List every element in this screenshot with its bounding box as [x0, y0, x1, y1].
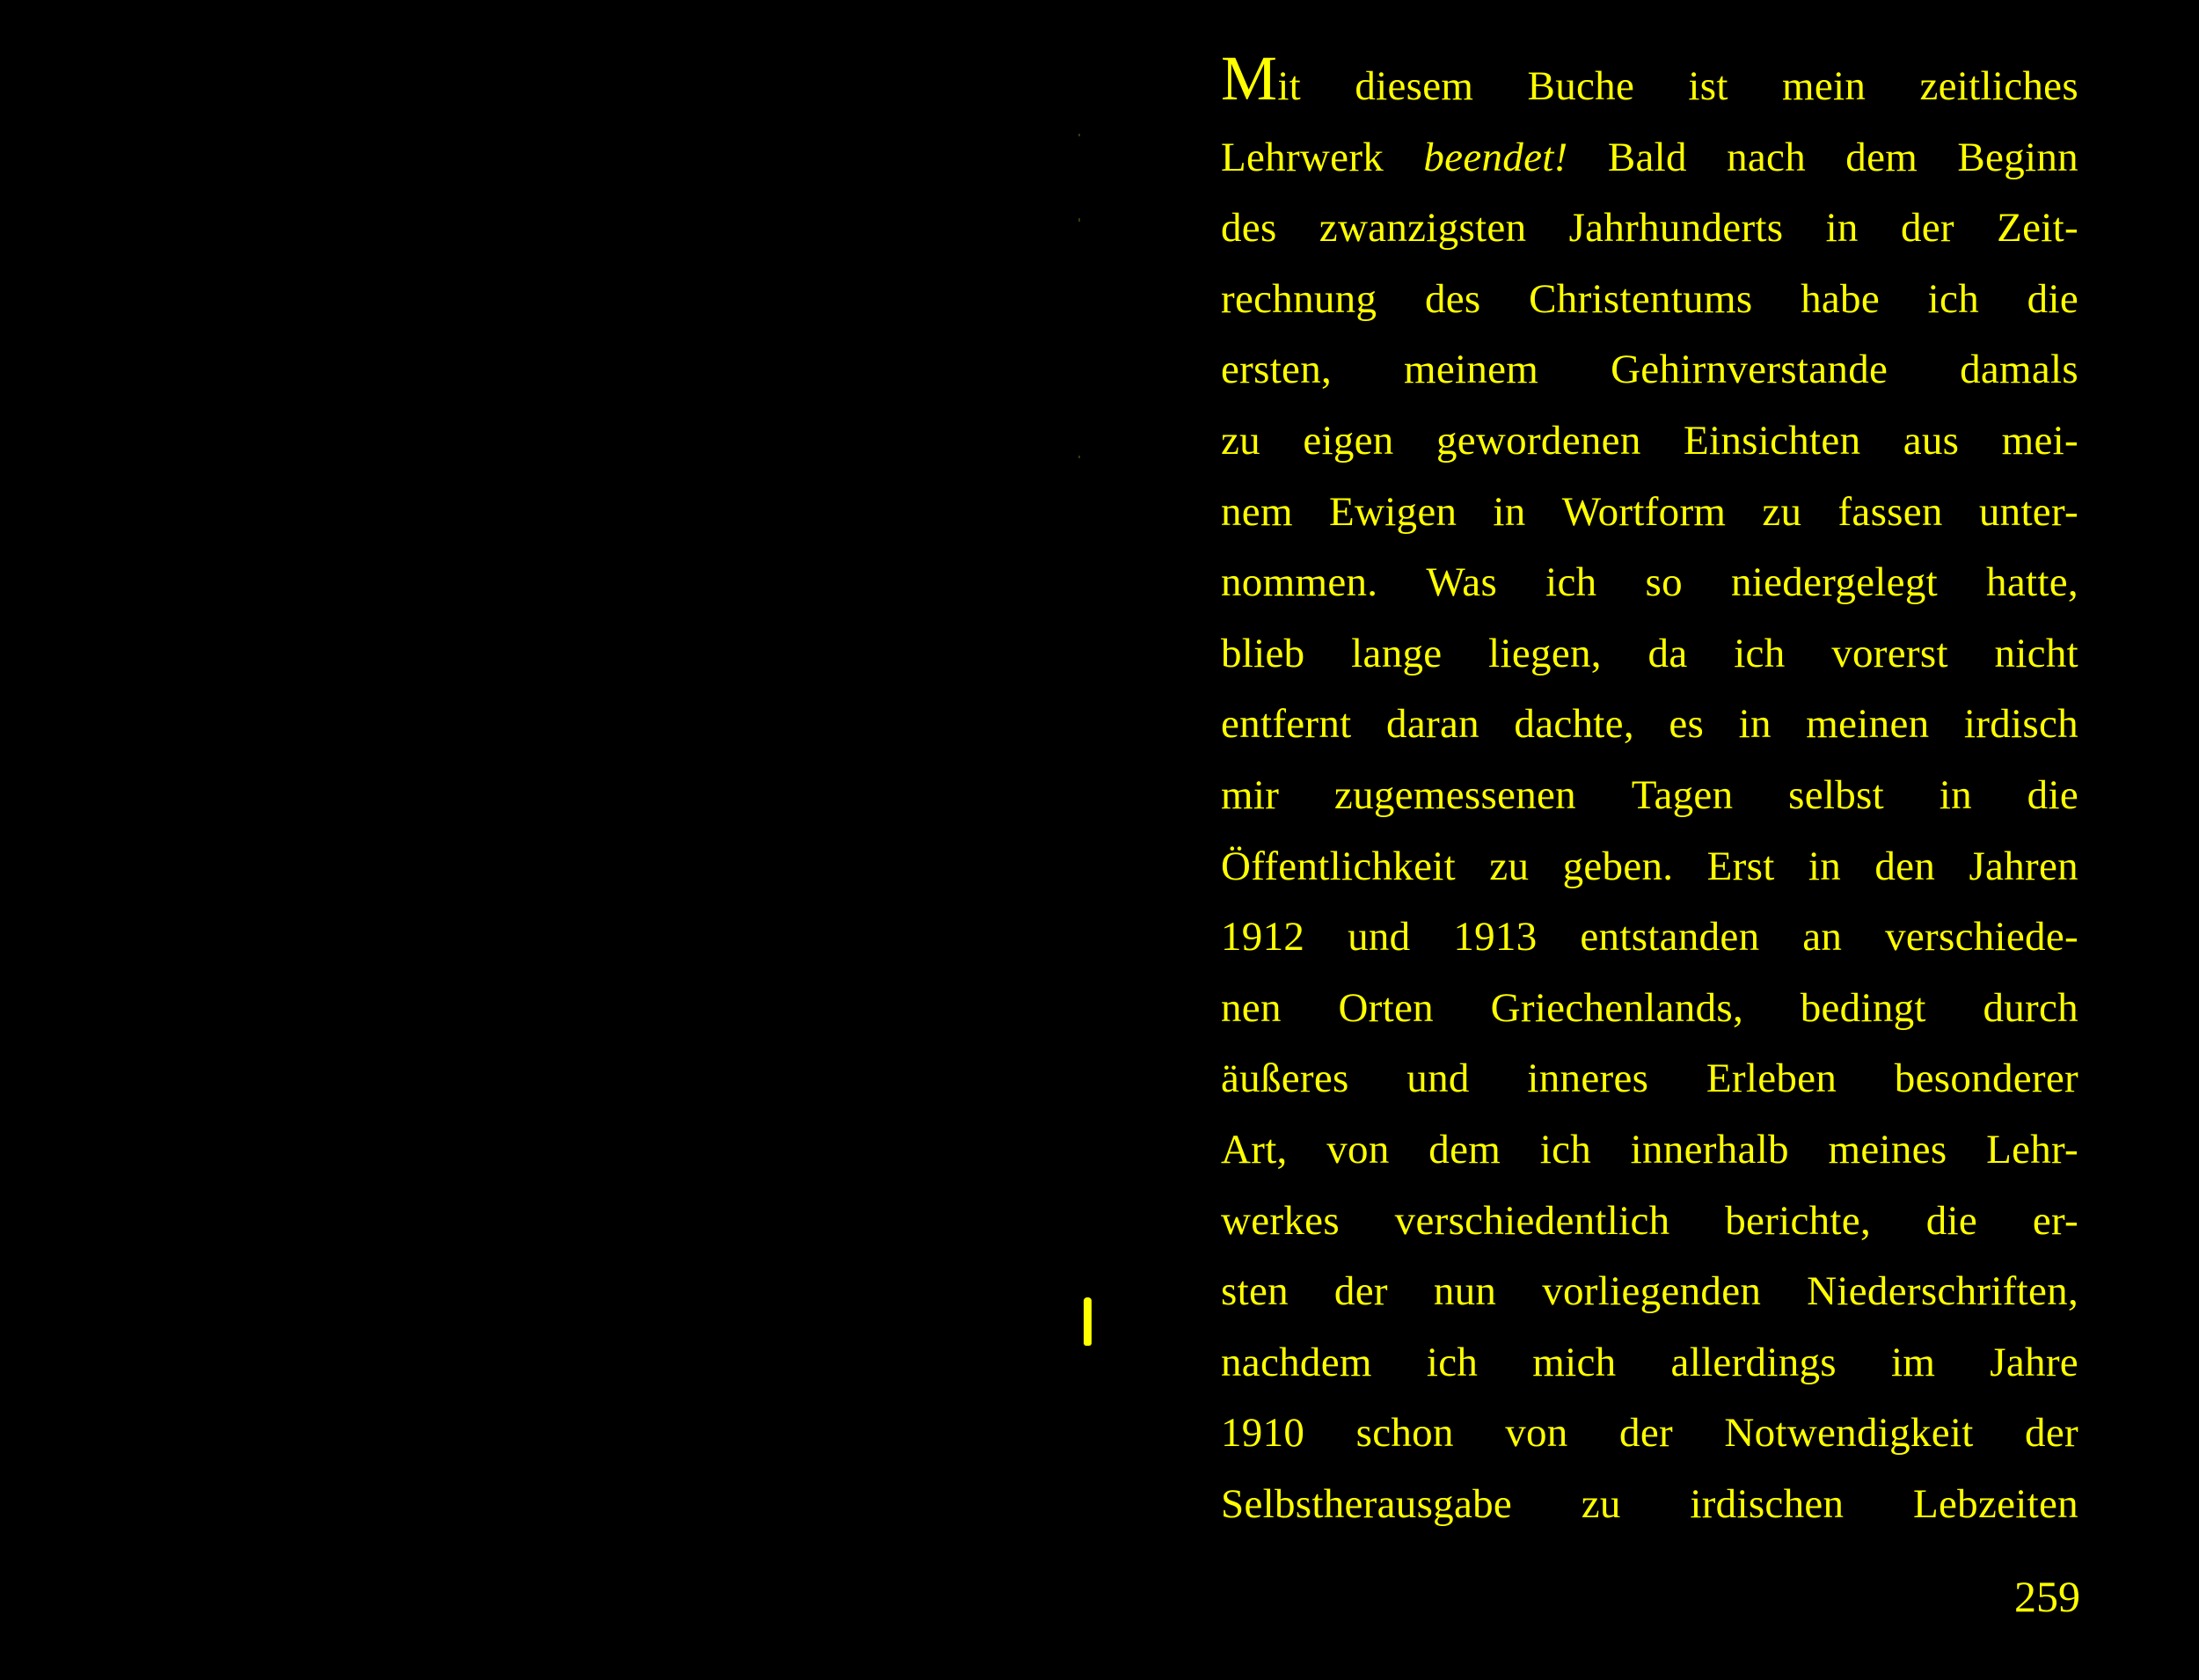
text-word: zwanzigsten [1319, 205, 1527, 252]
text-word: meines [1828, 1126, 1947, 1172]
text-line [1221, 43, 2078, 122]
text-word: dachte, [1514, 701, 1634, 748]
text-word: unter- [1978, 488, 2078, 535]
text-word: da [1647, 630, 1688, 676]
text-word: geben. [1562, 843, 1674, 889]
text-word: selbst [1788, 771, 1884, 818]
text-word: Bald [1607, 134, 1687, 180]
text-line [1221, 193, 2078, 264]
text-word: nicht [1994, 630, 2078, 676]
text-word: rechnung [1221, 275, 1377, 322]
text-line [1221, 264, 2078, 335]
text-word: Jahren [1969, 843, 2078, 889]
text-line [1221, 618, 2078, 690]
text-word: mei- [2001, 417, 2078, 464]
text-line [1221, 689, 2078, 760]
text-word: Beginn [1957, 134, 2078, 180]
text-word: Wortform [1561, 488, 1727, 535]
text-word: zu [1581, 1480, 1621, 1527]
gutter-speck [1078, 456, 1080, 458]
text-word: zeitliches [1919, 63, 2078, 109]
text-line [1221, 973, 2078, 1044]
text-word: die [2027, 771, 2078, 818]
text-word: zugemessenen [1333, 771, 1576, 818]
text-word: vorliegenden [1542, 1268, 1762, 1315]
text-word: innerhalb [1630, 1126, 1789, 1172]
text-word: so [1645, 559, 1683, 606]
text-word: Niederschriften, [1807, 1268, 2078, 1315]
text-word: eigen [1303, 417, 1394, 464]
text-word: es [1669, 701, 1705, 748]
text-word: diesem [1355, 63, 1474, 109]
text-word: und [1348, 914, 1411, 961]
text-word: Jahre [1990, 1339, 2078, 1385]
text-word: berichte, [1725, 1197, 1871, 1244]
text-word: mich [1532, 1339, 1617, 1385]
gutter-ink-mark [1084, 1297, 1092, 1346]
text-word: 1913 [1453, 914, 1538, 961]
text-word: und [1406, 1055, 1470, 1102]
text-word: in [1825, 205, 1859, 252]
text-line [1221, 1114, 2078, 1186]
text-line [1221, 760, 2078, 831]
text-word: durch [1983, 984, 2078, 1031]
text-word: zu [1489, 843, 1530, 889]
text-word: bedingt [1800, 984, 1926, 1031]
text-word: damals [1960, 347, 2078, 393]
text-line [1221, 831, 2078, 902]
text-word: Tagen [1631, 771, 1734, 818]
text-word: nem [1221, 488, 1293, 535]
text-word: nen [1221, 984, 1282, 1031]
text-word: der [1333, 1268, 1388, 1315]
text-word: er- [2032, 1197, 2078, 1244]
text-word: ist [1688, 63, 1728, 109]
text-line [1221, 1327, 2078, 1399]
text-line [1221, 902, 2078, 973]
text-line [1221, 1469, 2078, 1540]
text-word: in [1738, 701, 1772, 748]
text-word: Notwendigkeit [1724, 1410, 1974, 1457]
text-word: ich [1927, 275, 1979, 322]
text-word: Buche [1527, 63, 1635, 109]
text-word: Art, [1221, 1126, 1288, 1172]
text-word: Öffentlichkeit [1221, 843, 1456, 889]
text-word: 1912 [1221, 914, 1305, 961]
text-line [1221, 1256, 2078, 1327]
page-number: 259 [2014, 1572, 2080, 1621]
text-line [1221, 1043, 2078, 1114]
text-word: gewordenen [1436, 417, 1641, 464]
text-word: nun [1433, 1268, 1497, 1315]
text-word: ich [1734, 630, 1786, 676]
text-word: zu [1762, 488, 1802, 535]
text-word: ich [1539, 1126, 1592, 1172]
text-word: meinen [1806, 701, 1930, 748]
text-word: nommen. [1221, 559, 1378, 606]
text-word: von [1326, 1126, 1390, 1172]
text-word: Ewigen [1328, 488, 1457, 535]
text-word: äußeres [1221, 1055, 1349, 1102]
text-word: in [1808, 843, 1842, 889]
text-word: meinem [1403, 347, 1539, 393]
gutter-speck [1078, 134, 1080, 136]
text-word: Lehr- [1986, 1126, 2078, 1172]
text-word: hatte, [1986, 559, 2078, 606]
text-word: zu [1221, 417, 1260, 464]
text-word: von [1505, 1410, 1568, 1457]
text-line [1221, 122, 2078, 194]
text-word: nach [1727, 134, 1807, 180]
page-body-text [1221, 43, 2078, 1539]
text-word: Erst [1706, 843, 1775, 889]
text-word: Orten [1338, 984, 1434, 1031]
text-word: ersten, [1221, 347, 1333, 393]
text-word: im [1890, 1339, 1936, 1385]
text-word: der [1900, 205, 1954, 252]
text-word: Einsichten [1683, 417, 1861, 464]
text-word: den [1874, 843, 1936, 889]
text-line [1221, 477, 2078, 548]
text-word: entstanden [1580, 914, 1760, 961]
text-word: Was [1426, 559, 1498, 606]
text-word: aus [1903, 417, 1960, 464]
text-word: lange [1351, 630, 1443, 676]
text-word: blieb [1221, 630, 1305, 676]
text-word: liegen, [1488, 630, 1602, 676]
text-word: Lehrwerk [1221, 134, 1384, 180]
text-word: schon [1355, 1410, 1454, 1457]
text-word: irdischen [1690, 1480, 1845, 1527]
text-word: entfernt [1221, 701, 1352, 748]
text-word: habe [1801, 275, 1881, 322]
text-word: in [1493, 488, 1526, 535]
text-word: ich [1426, 1339, 1479, 1385]
text-word: vorerst [1831, 630, 1948, 676]
text-word: 1910 [1221, 1410, 1305, 1457]
text-word: allerdings [1670, 1339, 1837, 1385]
text-line [1221, 1186, 2078, 1257]
text-word: beendet! [1423, 134, 1568, 180]
text-word: werkes [1221, 1197, 1340, 1244]
text-word: Zeit- [1997, 205, 2078, 252]
text-word: des [1221, 205, 1277, 252]
text-word: Selbstherausgabe [1221, 1480, 1513, 1527]
text-word: dem [1845, 134, 1918, 180]
text-word: der [1619, 1410, 1673, 1457]
text-word: des [1424, 275, 1481, 322]
text-word: der [2025, 1410, 2078, 1457]
text-word: in [1939, 771, 1972, 818]
text-word: nachdem [1221, 1339, 1372, 1385]
text-word: niedergelegt [1730, 559, 1938, 606]
text-word: Lebzeiten [1913, 1480, 2078, 1527]
text-line [1221, 405, 2078, 477]
text-word: die [1925, 1197, 1978, 1244]
text-word [1221, 43, 1302, 122]
text-word: dem [1428, 1126, 1501, 1172]
text-word: besonderer [1894, 1055, 2078, 1102]
text-word: verschiedentlich [1394, 1197, 1670, 1244]
text-word: Gehirnverstande [1611, 347, 1889, 393]
text-word-rest: it [1277, 63, 1302, 109]
text-word: inneres [1527, 1055, 1649, 1102]
text-word: daran [1386, 701, 1479, 748]
text-line [1221, 1398, 2078, 1469]
text-word: Griechenlands, [1490, 984, 1744, 1031]
text-word: mein [1782, 63, 1867, 109]
text-word: sten [1221, 1268, 1289, 1315]
text-word: verschiede- [1885, 914, 2078, 961]
text-word: die [2027, 275, 2078, 322]
drop-cap-letter: M [1221, 43, 1278, 113]
text-word: ich [1545, 559, 1597, 606]
text-word: Erleben [1706, 1055, 1837, 1102]
text-word: fassen [1837, 488, 1943, 535]
text-word: an [1802, 914, 1843, 961]
text-word: Jahrhunderts [1568, 205, 1784, 252]
text-word: Christentums [1529, 275, 1753, 322]
text-line [1221, 547, 2078, 618]
text-word: irdisch [1963, 701, 2078, 748]
text-word: mir [1221, 771, 1280, 818]
text-line [1221, 334, 2078, 405]
gutter-speck [1078, 218, 1080, 222]
